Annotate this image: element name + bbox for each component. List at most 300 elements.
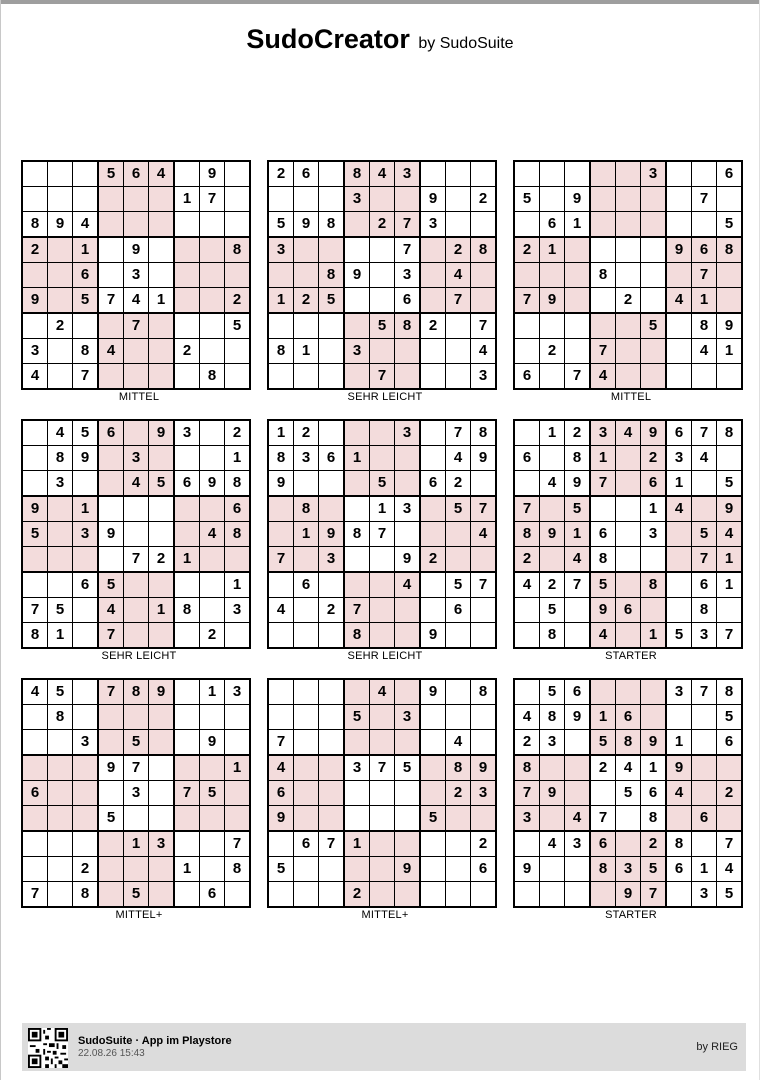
sudoku-cell [319,471,345,497]
sudoku-cell: 4 [590,623,616,649]
sudoku-cell [98,730,124,756]
sudoku-cell [149,572,175,598]
sudoku-cell: 2 [540,572,565,598]
sudoku-cell: 7 [471,496,497,522]
sudoku-cell: 1 [268,420,294,446]
sudoku-cell [666,806,692,832]
sudoku-cell: 7 [514,288,540,314]
sudoku-cell: 8 [268,446,294,471]
sudoku-cell [590,161,616,187]
sudoku-cell: 4 [565,547,591,573]
sudoku-cell [319,857,345,882]
sudoku-cell: 5 [344,705,370,730]
sudoku-cell [446,857,471,882]
sudoku-cell [446,623,471,649]
sudoku-cell: 9 [420,187,446,212]
sudoku-cell: 8 [22,623,48,649]
sudoku-cell [692,781,717,806]
sudoku-cell [22,420,48,446]
sudoku-cell [22,705,48,730]
sudoku-cell [124,806,149,832]
sudoku-cell: 7 [692,420,717,446]
sudoku-puzzle [267,419,503,662]
sudoku-cell: 6 [641,781,667,806]
sudoku-cell [641,187,667,212]
sudoku-cell [294,730,319,756]
page-byline: by SudoSuite [418,35,514,52]
sudoku-cell [48,288,73,314]
sudoku-cell [717,806,743,832]
sudoku-cell: 5 [98,572,124,598]
sudoku-cell [174,882,200,908]
sudoku-cell: 1 [565,212,591,238]
sudoku-cell [692,730,717,756]
sudoku-cell [471,623,497,649]
sudoku-cell: 1 [666,730,692,756]
sudoku-cell: 4 [471,339,497,364]
sudoku-cell [370,339,395,364]
sudoku-cell: 3 [471,781,497,806]
sudoku-cell [514,339,540,364]
sudoku-cell [344,288,370,314]
sudoku-cell [73,755,99,781]
sudoku-cell: 1 [590,705,616,730]
sudoku-cell [124,339,149,364]
qr-code-icon [28,1028,68,1068]
sudoku-cell: 4 [717,522,743,547]
sudoku-cell: 2 [446,781,471,806]
sudoku-cell: 7 [565,364,591,390]
sudoku-cell: 9 [124,237,149,263]
sudoku-cell: 9 [565,471,591,497]
sudoku-cell [616,806,641,832]
sudoku-cell: 2 [73,857,99,882]
sudoku-cell [200,339,225,364]
sudoku-cell [395,831,421,857]
sudoku-cell: 8 [590,547,616,573]
sudoku-cell [124,623,149,649]
sudoku-cell: 9 [540,781,565,806]
sudoku-cell: 3 [124,446,149,471]
sudoku-puzzle [21,160,257,403]
sudoku-cell: 5 [98,806,124,832]
sudoku-cell [225,806,251,832]
sudoku-cell: 9 [22,288,48,314]
sudoku-cell: 8 [692,313,717,339]
sudoku-cell [420,364,446,390]
sudoku-cell: 7 [344,598,370,623]
sudoku-cell: 9 [294,212,319,238]
sudoku-cell [717,288,743,314]
sudoku-cell: 3 [48,471,73,497]
sudoku-cell: 7 [268,547,294,573]
sudoku-cell: 4 [124,471,149,497]
sudoku-cell [294,313,319,339]
sudoku-cell: 7 [395,212,421,238]
sudoku-cell: 2 [174,339,200,364]
sudoku-cell: 8 [565,446,591,471]
sudoku-cell: 5 [717,212,743,238]
sudoku-cell: 4 [514,572,540,598]
sudoku-cell [446,161,471,187]
sudoku-cell: 9 [540,522,565,547]
sudoku-cell [48,339,73,364]
sudoku-cell [590,679,616,705]
sudoku-cell [319,161,345,187]
sudoku-cell [48,547,73,573]
sudoku-cell [565,161,591,187]
sudoku-cell: 1 [540,237,565,263]
sudoku-cell: 3 [124,781,149,806]
sudoku-cell [174,364,200,390]
sudoku-cell [174,755,200,781]
sudoku-cell: 9 [471,755,497,781]
difficulty-label: SEHR LEICHT [101,650,177,662]
sudoku-cell [540,161,565,187]
sudoku-cell [22,730,48,756]
sudoku-puzzle [267,678,503,921]
sudoku-cell [692,212,717,238]
sudoku-cell [149,364,175,390]
sudoku-cell [446,806,471,832]
sudoku-cell [200,831,225,857]
sudoku-puzzle [513,419,749,662]
sudoku-cell [420,237,446,263]
sudoku-cell: 2 [225,288,251,314]
sudoku-cell: 2 [319,598,345,623]
sudoku-cell: 2 [446,471,471,497]
sudoku-cell: 6 [294,572,319,598]
sudoku-cell: 6 [225,496,251,522]
sudoku-cell [692,831,717,857]
sudoku-cell: 3 [344,339,370,364]
sudoku-cell: 9 [200,161,225,187]
sudoku-cell [73,547,99,573]
sudoku-cell [48,572,73,598]
sudoku-cell [370,420,395,446]
sudoku-cell: 6 [446,598,471,623]
sudoku-cell: 3 [268,237,294,263]
sudoku-cell: 7 [446,420,471,446]
sudoku-cell [124,572,149,598]
sudoku-cell [395,339,421,364]
sudoku-cell [446,339,471,364]
sudoku-cell [666,547,692,573]
sudoku-grid [513,678,743,908]
sudoku-cell: 3 [590,420,616,446]
sudoku-cell [641,547,667,573]
sudoku-cell: 4 [268,598,294,623]
sudoku-cell [666,705,692,730]
sudoku-cell: 1 [692,288,717,314]
sudoku-cell: 3 [692,623,717,649]
sudoku-cell [319,623,345,649]
sudoku-cell: 2 [294,420,319,446]
sudoku-cell: 1 [641,755,667,781]
sudoku-cell: 6 [98,420,124,446]
sudoku-cell [225,730,251,756]
sudoku-cell: 1 [717,339,743,364]
sudoku-cell [395,364,421,390]
sudoku-cell [22,857,48,882]
sudoku-cell [616,496,641,522]
sudoku-cell [616,364,641,390]
sudoku-cell [395,882,421,908]
sudoku-cell: 4 [22,679,48,705]
sudoku-cell [616,547,641,573]
sudoku-cell [420,857,446,882]
sudoku-cell [174,212,200,238]
sudoku-cell [514,471,540,497]
sudoku-cell [48,496,73,522]
sudoku-cell [225,339,251,364]
sudoku-cell [48,831,73,857]
sudoku-cell [174,679,200,705]
sudoku-cell [395,730,421,756]
sudoku-cell [565,339,591,364]
sudoku-cell [124,212,149,238]
sudoku-cell: 8 [717,679,743,705]
sudoku-cell [590,212,616,238]
sudoku-cell [294,471,319,497]
sudoku-cell: 7 [590,471,616,497]
sudoku-cell [717,598,743,623]
sudoku-cell: 1 [225,572,251,598]
sudoku-cell: 2 [420,547,446,573]
sudoku-cell [370,237,395,263]
sudoku-cell: 4 [540,471,565,497]
sudoku-cell: 3 [641,522,667,547]
sudoku-cell: 6 [590,831,616,857]
sudoku-cell: 2 [616,288,641,314]
sudoku-cell: 7 [174,781,200,806]
sudoku-cell: 7 [370,364,395,390]
sudoku-cell: 6 [471,857,497,882]
sudoku-cell: 8 [717,237,743,263]
sudoku-cell [446,313,471,339]
sudoku-cell [446,522,471,547]
sudoku-cell [616,522,641,547]
sudoku-cell [200,288,225,314]
sudoku-cell [174,705,200,730]
sudoku-cell: 7 [471,572,497,598]
sudoku-cell [319,187,345,212]
sudoku-cell: 3 [344,187,370,212]
sudoku-cell: 5 [446,572,471,598]
sudoku-puzzle [267,160,503,403]
sudoku-cell [98,446,124,471]
sudoku-cell [268,522,294,547]
sudoku-cell [395,781,421,806]
sudoku-cell: 6 [540,212,565,238]
sudoku-cell: 3 [73,522,99,547]
sudoku-cell: 2 [590,755,616,781]
sudoku-cell [666,187,692,212]
sudoku-cell [565,730,591,756]
sudoku-cell [344,212,370,238]
sudoku-cell: 1 [124,831,149,857]
sudoku-cell [420,730,446,756]
sudoku-cell: 7 [225,831,251,857]
sudoku-cell: 8 [22,212,48,238]
sudoku-cell [666,161,692,187]
sudoku-cell [344,857,370,882]
sudoku-cell [344,496,370,522]
sudoku-cell [319,364,345,390]
sudoku-cell: 9 [344,263,370,288]
sudoku-cell [174,806,200,832]
sudoku-cell: 7 [124,313,149,339]
sudoku-cell [294,705,319,730]
difficulty-label: MITTEL+ [115,909,163,921]
sudoku-cell: 6 [692,572,717,598]
sudoku-cell [22,831,48,857]
sudoku-cell: 3 [22,339,48,364]
sudoku-cell: 2 [268,161,294,187]
sudoku-cell: 5 [641,313,667,339]
sudoku-cell [48,263,73,288]
sudoku-cell [268,572,294,598]
sudoku-cell [641,705,667,730]
sudoku-cell: 7 [22,598,48,623]
sudoku-cell [22,446,48,471]
sudoku-cell: 2 [22,237,48,263]
sudoku-cell: 4 [540,831,565,857]
sudoku-cell: 8 [540,705,565,730]
sudoku-cell [225,882,251,908]
sudoku-cell: 6 [616,705,641,730]
sudoku-cell [395,598,421,623]
sudoku-cell: 9 [200,471,225,497]
sudoku-cell: 6 [590,522,616,547]
sudoku-cell [48,522,73,547]
sudoku-cell: 9 [514,857,540,882]
sudoku-cell [344,471,370,497]
sudoku-cell: 2 [200,623,225,649]
sudoku-cell: 4 [22,364,48,390]
sudoku-cell [446,364,471,390]
sudoku-cell [200,857,225,882]
sudoku-cell [98,237,124,263]
sudoku-cell [420,522,446,547]
sudoku-cell: 5 [717,471,743,497]
sudoku-cell: 5 [540,598,565,623]
sudoku-cell [420,161,446,187]
sudoku-cell: 9 [717,313,743,339]
sudoku-cell [268,263,294,288]
sudoku-cell [717,755,743,781]
sudoku-cell: 7 [692,187,717,212]
difficulty-label: SEHR LEICHT [347,391,423,403]
sudoku-cell [225,364,251,390]
sudoku-cell [616,446,641,471]
sudoku-cell [48,806,73,832]
sudoku-cell: 8 [73,882,99,908]
sudoku-cell: 8 [225,522,251,547]
sudoku-cell: 6 [514,364,540,390]
sudoku-cell: 5 [48,679,73,705]
sudoku-cell [48,364,73,390]
sudoku-cell [319,313,345,339]
sudoku-cell: 9 [666,237,692,263]
sudoku-cell: 6 [565,679,591,705]
sudoku-cell: 5 [124,730,149,756]
sudoku-cell: 5 [268,212,294,238]
sudoku-cell [692,471,717,497]
sudoku-cell [73,679,99,705]
sudoku-cell: 7 [395,237,421,263]
sudoku-cell: 9 [420,623,446,649]
sudoku-cell: 5 [370,471,395,497]
sudoku-cell: 3 [692,882,717,908]
sudoku-cell: 5 [73,288,99,314]
sudoku-cell [98,547,124,573]
sudoku-cell [200,420,225,446]
sudoku-cell [540,187,565,212]
sudoku-puzzle [513,160,749,403]
sudoku-cell [514,679,540,705]
sudoku-cell: 3 [395,496,421,522]
sudoku-cell [540,547,565,573]
sudoku-cell [540,496,565,522]
sudoku-cell [22,547,48,573]
sudoku-cell: 1 [666,471,692,497]
sudoku-cell: 1 [717,572,743,598]
sudoku-cell: 7 [200,187,225,212]
sudoku-cell [174,313,200,339]
sudoku-cell: 3 [395,263,421,288]
sudoku-cell: 6 [73,263,99,288]
sudoku-cell [22,572,48,598]
sudoku-cell [540,755,565,781]
sudoku-cell: 2 [514,730,540,756]
sudoku-cell: 5 [717,705,743,730]
sudoku-cell [540,446,565,471]
sudoku-cell [590,237,616,263]
sudoku-cell [370,781,395,806]
sudoku-cell: 9 [540,288,565,314]
sudoku-cell: 1 [200,679,225,705]
sudoku-cell [616,212,641,238]
sudoku-cell [395,679,421,705]
sudoku-cell: 8 [319,212,345,238]
sudoku-cell: 8 [174,598,200,623]
sudoku-cell: 6 [666,857,692,882]
sudoku-cell [98,705,124,730]
sudoku-cell: 2 [294,288,319,314]
sudoku-cell: 6 [420,471,446,497]
sudoku-cell [446,187,471,212]
sudoku-cell: 4 [565,806,591,832]
sudoku-cell [666,364,692,390]
sudoku-cell [73,313,99,339]
sudoku-cell [294,857,319,882]
sudoku-cell: 2 [641,446,667,471]
footer-bar [22,1023,746,1071]
sudoku-cell [514,623,540,649]
sudoku-cell [124,496,149,522]
sudoku-cell [174,496,200,522]
sudoku-cell [565,623,591,649]
sudoku-cell: 9 [666,755,692,781]
sudoku-cell [73,471,99,497]
sudoku-cell: 8 [294,496,319,522]
sudoku-cell [319,705,345,730]
sudoku-cell: 9 [268,471,294,497]
sudoku-cell [48,781,73,806]
sudoku-cell [319,339,345,364]
sudoku-cell [420,420,446,446]
